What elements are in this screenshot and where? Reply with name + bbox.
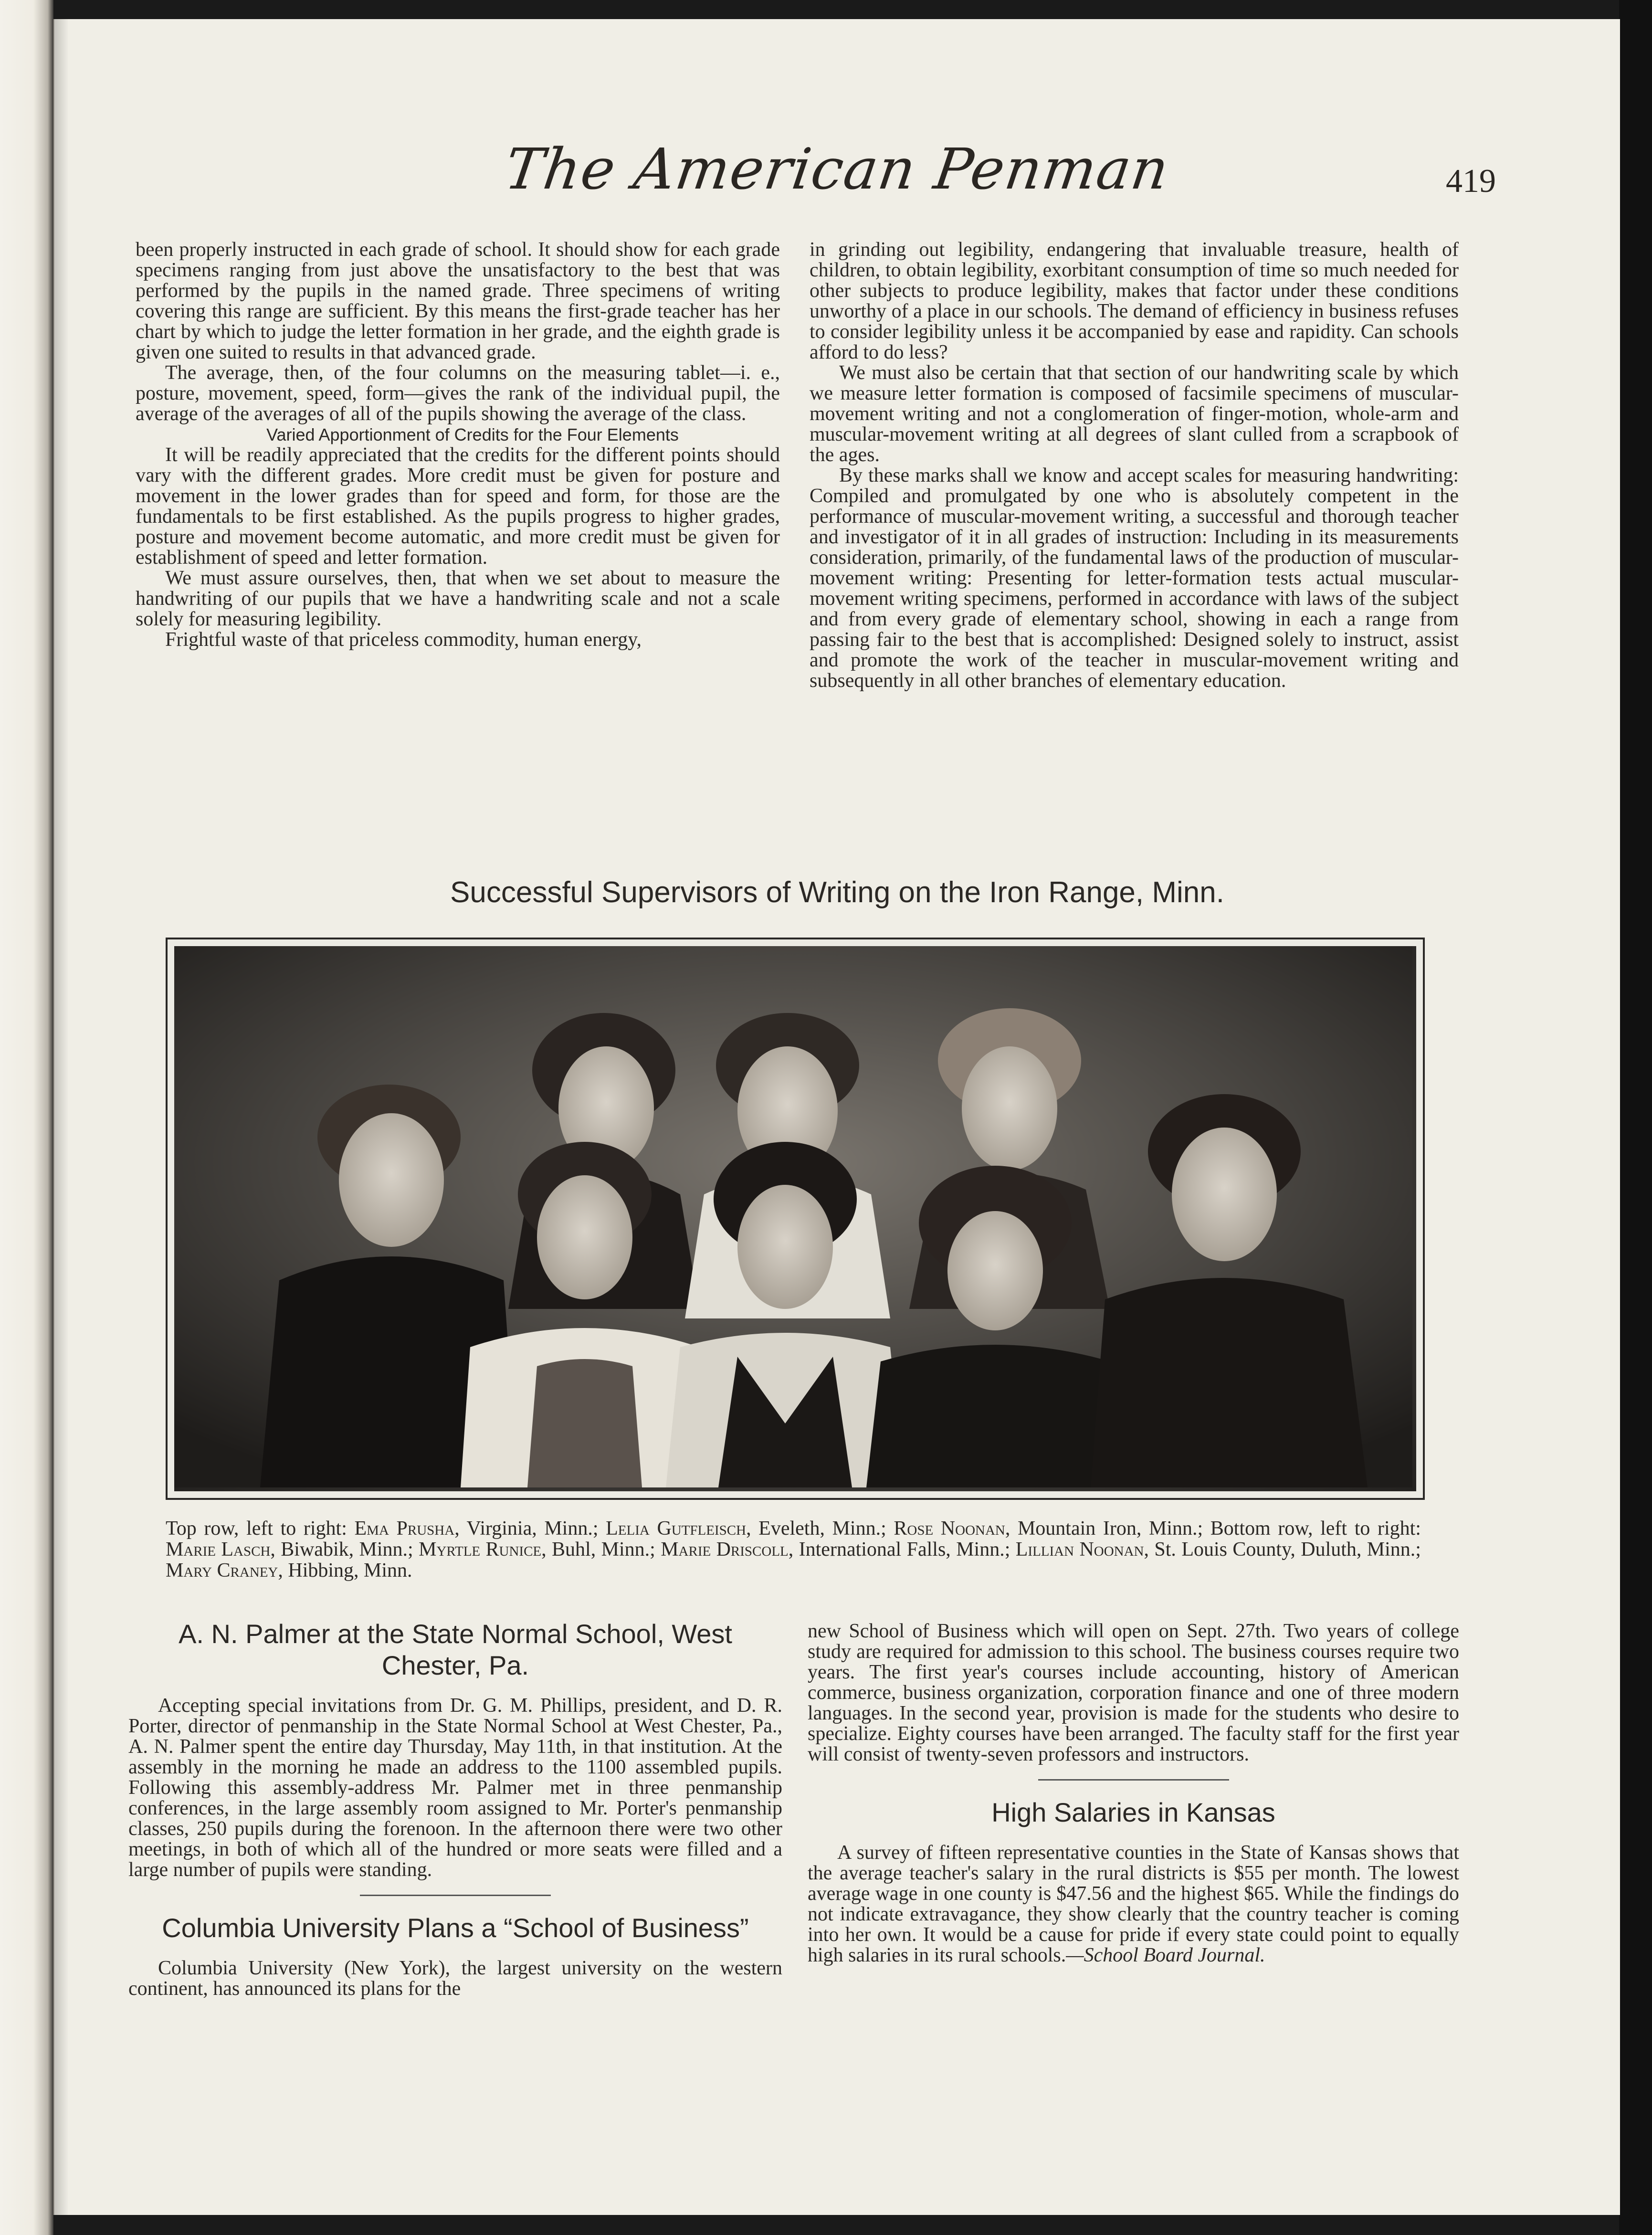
caption-person-place: , St. Louis County, Duluth, Minn.; <box>1144 1539 1421 1560</box>
masthead: The American Penman <box>501 136 1174 202</box>
photo-feature-title: Successful Supervisors of Writing on the Iron Range, Minn. <box>450 876 1224 909</box>
caption-person-name: Lillian Noonan <box>1015 1539 1144 1560</box>
right-column <box>810 240 1459 691</box>
page-number: 419 <box>1446 163 1496 200</box>
caption-person-place: , Virginia, Minn.; <box>454 1518 606 1539</box>
caption-person-name: Lelia Gutfleisch <box>606 1518 747 1539</box>
caption-person-name: Mary Craney <box>166 1560 278 1581</box>
paragraph: The average, then, of the four columns on the measuring tablet—i. e., posture, movement, speed, form—gives the rank of the individual pupil, the average of the averages of all of the pupils showing the average of the class. <box>136 362 780 425</box>
scan-background <box>1619 0 1652 2235</box>
caption-person-place: , Buhl, Minn.; <box>541 1539 661 1560</box>
group-photo-frame <box>166 938 1425 1500</box>
bottom-right-column <box>808 1621 1459 1966</box>
section-divider <box>1038 1779 1229 1781</box>
left-column <box>136 240 780 650</box>
columbia-body-start: Columbia University (New York), the largest university on the western continent, has announced its plans for the <box>128 1957 782 2000</box>
caption-person-place: , Mountain Iron, Minn.; <box>1005 1518 1210 1539</box>
paragraph: We must assure ourselves, then, that when we set about to measure the handwriting of our pupils that we have a handwriting scale and not a scale solely for measuring legibility. <box>136 567 780 630</box>
caption-person-name: Myrtle Runice <box>419 1539 542 1560</box>
caption-person-name: Rose Noonan <box>894 1518 1005 1539</box>
group-photo <box>174 946 1416 1491</box>
paragraph: been properly instructed in each grade of school. It should show for each grade specimens ranging from just above the unsatisfactory to the best that was performed by the pupils in the named grade. Three specimens of writing covering this range are sufficient. By this means the first-grade teacher has her chart by which to judge the letter formation in her grade, and the eighth grade is given one suited to results in that advanced grade. <box>136 239 780 363</box>
magazine-page <box>53 19 1620 2215</box>
paragraph: in grinding out legibility, endangering that invaluable treasure, health of children, to obtain legibility, exorbitant consumption of time so much needed for other subjects to produce legibility, makes that factor under these conditions unworthy of a place in our schools. The demand of efficiency in business refuses to consider legibility unless it be accompanied by ease and rapidity. Can schools afford to do less? <box>810 239 1459 363</box>
caption-person-name: Ema Prusha <box>354 1518 455 1539</box>
caption-lead: Bottom row, left to right: <box>1210 1518 1421 1539</box>
book-binding <box>0 0 53 2235</box>
paragraph: By these marks shall we know and accept scales for measuring handwriting: Compiled and promulgated by one who is absolutely competent in the performance of muscular-movement writing, a successful and thorough teacher and investigator of it in all grades of instruction: Including in its measurements consideration, primarily, of the fundamental laws of the production of muscular-movement writing: Presenting for letter-formation tests actual muscular-movement writing specimens, performed in accordance with laws of the subject and from every grade of elementary school, showing in each a range from passing fair to the best that is accomplished: Designed solely to instruct, assist and promote the work of the teacher in muscular-movement writing and subsequently in all other branches of elementary education. <box>810 464 1459 692</box>
caption-person-name: Marie Lasch <box>166 1539 271 1560</box>
kansas-body-text: A survey of fifteen representative counties in the State of Kansas shows that the average teacher's salary in the rural districts is $55 per month. The lowest average wage in one county is $47.56 and the highest $65. While the findings do not indicate extravagance, they show clearly that the country teacher is coming into her own. It would be a cause for pride if every state could point to equally high salaries in its rural schools. <box>808 1842 1459 1966</box>
section-divider <box>360 1895 551 1896</box>
caption-person-name: Marie Driscoll <box>661 1539 789 1560</box>
palmer-headline: A. N. Palmer at the State Normal School, West Chester, Pa. <box>179 1619 732 1680</box>
caption-person-place: , International Falls, Minn.; <box>788 1539 1016 1560</box>
kansas-source: —School Board Journal. <box>1066 1944 1265 1966</box>
caption-person-place: , Eveleth, Minn.; <box>746 1518 894 1539</box>
photo-caption <box>166 1518 1421 1581</box>
columbia-body-continued: new School of Business which will open on Sept. 27th. Two years of college study are required for admission to this school. The business courses require two years. The first year's courses include accounting, history of American commerce, business organization, corporation finance and one of three modern languages. In the second year, provision is made for the students who desire to specialize. Eighty courses have been arranged. The faculty staff for the first year will consist of twenty-seven professors and instructors. <box>808 1620 1459 1765</box>
kansas-headline: High Salaries in Kansas <box>991 1797 1275 1827</box>
bottom-left-column <box>128 1618 782 1999</box>
columbia-headline: Columbia University Plans a “School of Business” <box>162 1913 749 1943</box>
caption-lead: Top row, left to right: <box>166 1518 355 1539</box>
paragraph: We must also be certain that that section of our handwriting scale by which we measure letter formation is composed of facsimile specimens of muscular-movement writing and not a conglomeration of finger-motion, whole-arm and muscular-movement writing at all degrees of slant culled from a scrapbook of the ages. <box>810 362 1459 466</box>
caption-person-place: , Hibbing, Minn. <box>278 1560 412 1581</box>
paragraph: Frightful waste of that priceless commodity, human energy, <box>165 629 642 651</box>
kansas-body <box>808 1843 1459 1966</box>
paragraph: It will be readily appreciated that the credits for the different points should vary with the different grades. More credit must be given for posture and movement in the lower grades than for speed and form, for those are the fundamentals to be first established. As the pupils progress to higher grades, posture and movement become automatic, and more credit must be given for establishment of speed and letter formation. <box>136 444 780 569</box>
caption-person-place: , Biwabik, Minn.; <box>270 1539 419 1560</box>
section-subhead: Varied Apportionment of Credits for the Four Elements <box>266 425 679 444</box>
palmer-body: Accepting special invitations from Dr. G. M. Phillips, president, and D. R. Porter, director of penmanship in the State Normal School at West Chester, Pa., A. N. Palmer spent the entire day Thursday, May 11th, in that institution. At the assembly in the morning he made an address to the 1100 assembled pupils. Following this assembly-address Mr. Palmer met in three penmanship conferences, in the large assembly room assigned to Mr. Porter's penmanship classes, 250 pupils during the forenoon. In the afternoon there were two other meetings, in both of which all of the hundred or more seats were filled and a large number of pupils were standing. <box>128 1695 782 1881</box>
group-portrait-image <box>174 946 1412 1487</box>
